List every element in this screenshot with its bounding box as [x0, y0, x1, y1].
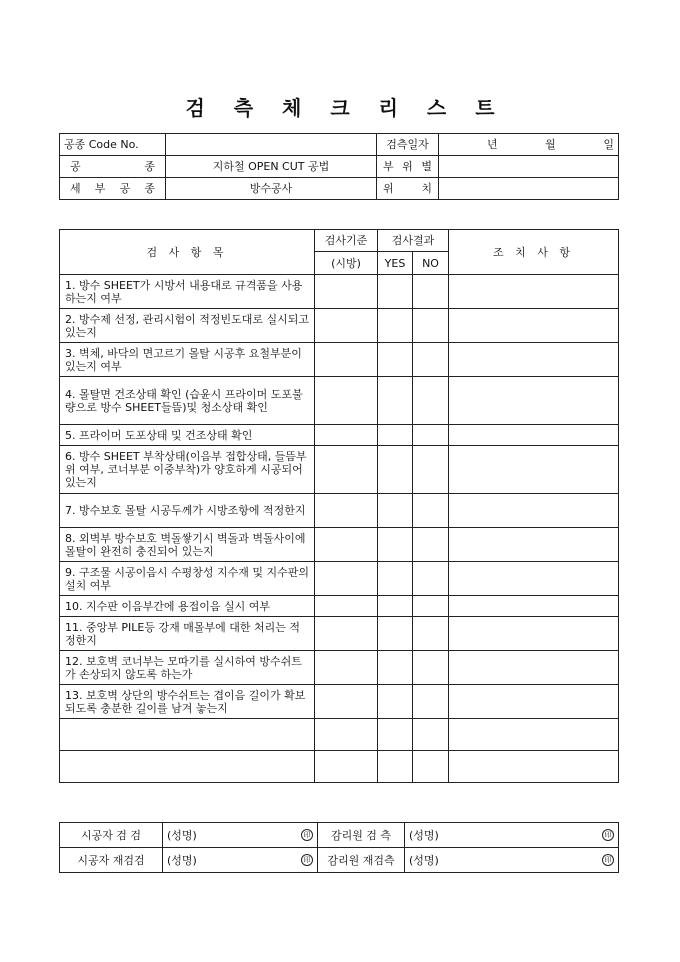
action-cell[interactable] [449, 651, 619, 685]
standard-cell[interactable] [315, 309, 378, 343]
checklist-item: 1. 방수 SHEET가 시방서 내용대로 규격품을 사용하는지 여부 [60, 275, 315, 309]
yes-cell[interactable] [378, 425, 413, 446]
title-char: 크 [330, 96, 350, 120]
standard-cell[interactable] [315, 425, 378, 446]
standard-sub-header: (시방) [315, 252, 378, 275]
action-cell[interactable] [449, 751, 619, 783]
page-title [0, 92, 680, 121]
yes-cell[interactable] [378, 309, 413, 343]
no-header: NO [413, 252, 449, 275]
signature-table [59, 822, 619, 873]
yes-cell[interactable] [378, 651, 413, 685]
action-cell[interactable] [449, 275, 619, 309]
info-table [59, 133, 619, 200]
part-value[interactable] [439, 156, 619, 178]
checklist-row [60, 719, 619, 751]
action-cell[interactable] [449, 617, 619, 651]
yes-cell[interactable] [378, 446, 413, 494]
action-cell[interactable] [449, 309, 619, 343]
no-cell[interactable] [413, 617, 449, 651]
no-cell[interactable] [413, 309, 449, 343]
yes-cell[interactable] [378, 377, 413, 425]
action-cell[interactable] [449, 685, 619, 719]
no-cell[interactable] [413, 446, 449, 494]
checklist-row [60, 562, 619, 596]
checklist-row [60, 343, 619, 377]
action-cell[interactable] [449, 596, 619, 617]
checklist-row [60, 309, 619, 343]
checklist-item [60, 751, 315, 783]
no-cell[interactable] [413, 343, 449, 377]
yes-cell[interactable] [378, 685, 413, 719]
checklist-row [60, 751, 619, 783]
location-value[interactable] [439, 178, 619, 200]
checklist-table [59, 229, 619, 783]
checklist-row [60, 377, 619, 425]
checklist-item: 9. 구조물 시공이음시 수평창성 지수재 및 지수판의 설치 여부 [60, 562, 315, 596]
standard-cell[interactable] [315, 562, 378, 596]
name-placeholder: (성명) [409, 828, 439, 842]
checklist-item: 11. 중앙부 PILE등 강재 매몰부에 대한 처리는 적정한지 [60, 617, 315, 651]
standard-cell[interactable] [315, 377, 378, 425]
supervisor-reinspect-signature[interactable] [405, 848, 619, 873]
action-cell[interactable] [449, 528, 619, 562]
checklist-row [60, 446, 619, 494]
name-placeholder: (성명) [167, 828, 197, 842]
no-cell[interactable] [413, 719, 449, 751]
checklist-row [60, 528, 619, 562]
date-year: 년 [487, 138, 498, 151]
standard-cell[interactable] [315, 751, 378, 783]
yes-cell[interactable] [378, 528, 413, 562]
detail-work-value[interactable]: 방수공사 [166, 178, 377, 200]
contractor-reinspect-signature[interactable] [163, 848, 318, 873]
checklist-item: 2. 방수제 선정, 관리시험이 적정빈도대로 실시되고 있는지 [60, 309, 315, 343]
contractor-inspect-label: 시공자 검 검 [60, 823, 163, 848]
action-cell[interactable] [449, 719, 619, 751]
no-cell[interactable] [413, 751, 449, 783]
action-cell[interactable] [449, 562, 619, 596]
checklist-item: 7. 방수보호 몰탈 시공두께가 시방조항에 적정한지 [60, 494, 315, 528]
title-char: 측 [233, 96, 254, 120]
checklist-row [60, 685, 619, 719]
checklist-row [60, 275, 619, 309]
checklist-row [60, 651, 619, 685]
checklist-item [60, 719, 315, 751]
standard-cell[interactable] [315, 446, 378, 494]
no-cell[interactable] [413, 685, 449, 719]
no-cell[interactable] [413, 425, 449, 446]
yes-cell[interactable] [378, 617, 413, 651]
title-char: 리 [378, 96, 398, 120]
action-cell[interactable] [449, 377, 619, 425]
action-header: 조 치 사 항 [449, 230, 619, 275]
standard-cell[interactable] [315, 651, 378, 685]
checklist-row [60, 425, 619, 446]
yes-header: YES [378, 252, 413, 275]
checklist-item: 12. 보호벽 코너부는 모따기를 실시하여 방수쉬트가 손상되지 않도록 하는가 [60, 651, 315, 685]
no-cell[interactable] [413, 377, 449, 425]
yes-cell[interactable] [378, 562, 413, 596]
no-cell[interactable] [413, 494, 449, 528]
seal-icon: 印 [301, 829, 313, 841]
location-label: 위 치 [377, 178, 439, 200]
standard-cell[interactable] [315, 685, 378, 719]
no-cell[interactable] [413, 275, 449, 309]
yes-cell[interactable] [378, 596, 413, 617]
yes-cell[interactable] [378, 343, 413, 377]
yes-cell[interactable] [378, 275, 413, 309]
work-type-value[interactable]: 지하철 OPEN CUT 공법 [166, 156, 377, 178]
checklist-item: 3. 벽체, 바닥의 면고르기 몰탈 시공후 요철부분이 있는지 여부 [60, 343, 315, 377]
supervisor-inspect-signature[interactable] [405, 823, 619, 848]
standard-cell[interactable] [315, 343, 378, 377]
action-cell[interactable] [449, 446, 619, 494]
inspection-date-value[interactable] [439, 134, 619, 156]
no-cell[interactable] [413, 596, 449, 617]
supervisor-reinspect-label: 감리원 재검측 [318, 848, 405, 873]
result-header: 검사결과 [378, 230, 449, 252]
action-cell[interactable] [449, 425, 619, 446]
detail-work-label: 세 부 공 종 [60, 178, 166, 200]
yes-cell[interactable] [378, 751, 413, 783]
date-day: 일 [603, 138, 614, 151]
work-type-code-value[interactable] [166, 134, 377, 156]
seal-icon: 印 [301, 854, 313, 866]
title-char: 스 [426, 96, 447, 120]
checklist-item: 10. 지수판 이음부간에 용접이음 실시 여부 [60, 596, 315, 617]
standard-header: 검사기준 [315, 230, 378, 252]
no-cell[interactable] [413, 562, 449, 596]
standard-cell[interactable] [315, 528, 378, 562]
seal-icon: 印 [602, 854, 614, 866]
yes-cell[interactable] [378, 494, 413, 528]
checklist-item: 13. 보호벽 상단의 방수쉬트는 겹이음 길이가 확보되도록 충분한 길이를 남겨 놓는지 [60, 685, 315, 719]
action-cell[interactable] [449, 343, 619, 377]
standard-cell[interactable] [315, 494, 378, 528]
checklist-item: 6. 방수 SHEET 부착상태(이음부 접합상태, 들뜸부위 여부, 코너부분 이중부착)가 양호하게 시공되어 있는지 [60, 446, 315, 494]
title-char: 체 [282, 96, 302, 120]
standard-cell[interactable] [315, 275, 378, 309]
item-header: 검 사 항 목 [60, 230, 315, 275]
checklist-item: 4. 몰탈면 건조상태 확인 (습윤시 프라이머 도포불량으로 방수 SHEET들뜸)및 청소상태 확인 [60, 377, 315, 425]
no-cell[interactable] [413, 651, 449, 685]
checklist-row [60, 494, 619, 528]
supervisor-inspect-label: 감리원 검 측 [318, 823, 405, 848]
yes-cell[interactable] [378, 719, 413, 751]
contractor-reinspect-label: 시공자 재검검 [60, 848, 163, 873]
standard-cell[interactable] [315, 719, 378, 751]
name-placeholder: (성명) [409, 853, 439, 867]
title-char: 검 [185, 96, 205, 120]
standard-cell[interactable] [315, 617, 378, 651]
name-placeholder: (성명) [167, 853, 197, 867]
date-month: 월 [545, 138, 556, 151]
title-char: 트 [475, 96, 495, 120]
inspection-date-label: 검측일자 [377, 134, 439, 156]
action-cell[interactable] [449, 494, 619, 528]
work-type-code-label: 공종 Code No. [60, 134, 166, 156]
work-type-label: 공 종 [60, 156, 166, 178]
checklist-item: 8. 외벽부 방수보호 벽돌쌓기시 벽돌과 벽돌사이에 몰탈이 완전히 충진되어 있는지 [60, 528, 315, 562]
checklist-row [60, 596, 619, 617]
part-label: 부 위 별 [377, 156, 439, 178]
no-cell[interactable] [413, 528, 449, 562]
standard-cell[interactable] [315, 596, 378, 617]
contractor-inspect-signature[interactable] [163, 823, 318, 848]
seal-icon: 印 [602, 829, 614, 841]
checklist-row [60, 617, 619, 651]
checklist-item: 5. 프라이머 도포상태 및 건조상태 확인 [60, 425, 315, 446]
